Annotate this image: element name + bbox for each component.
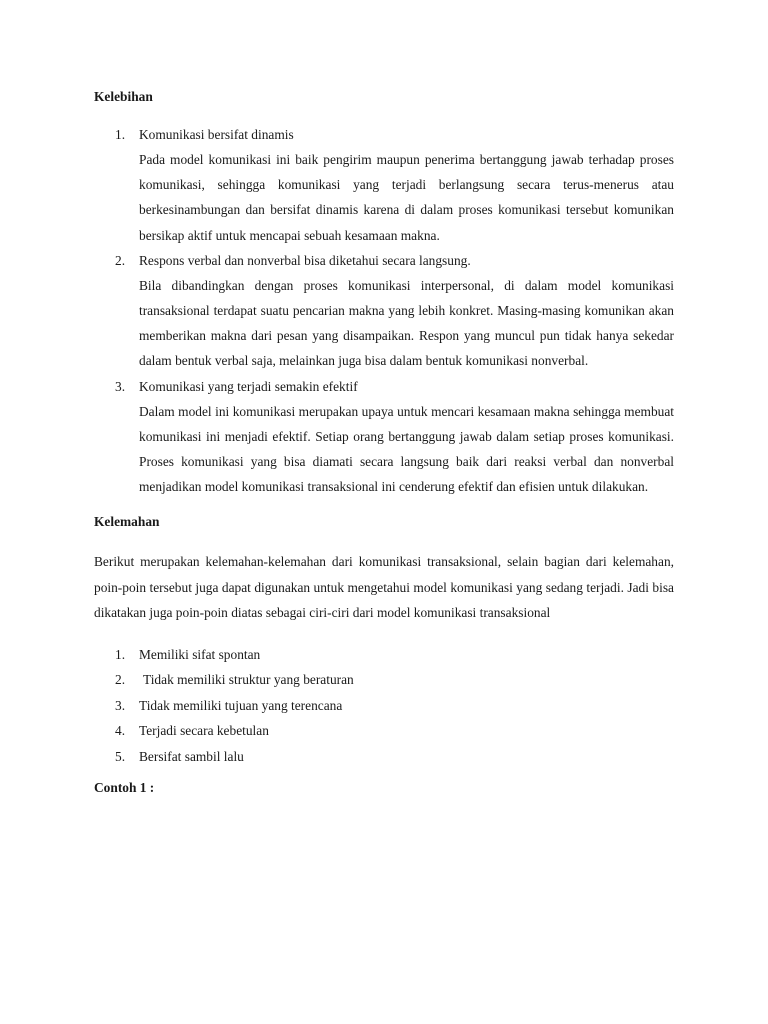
list-item xyxy=(94,667,674,692)
list-item xyxy=(94,248,674,374)
list-item xyxy=(94,122,674,248)
list-number: 1. xyxy=(115,647,126,663)
list-item xyxy=(94,718,674,743)
list-text: Tidak memiliki tujuan yang terencana xyxy=(139,697,343,713)
item-body: Dalam model ini komunikasi merupakan upaya untuk mencari kesamaan makna sehingga membuat komunikasi ini menjadi efektif. Setiap orang bertanggung jawab dalam setiap proses komunikasi. Proses komunikasi yang bisa diamati secara langsung baik dari reaksi verbal dan nonverbal menjadikan model komunikasi transaksional ini cenderung efektif dan efisien untuk dilakukan. xyxy=(139,403,674,495)
heading-kelemahan: Kelemahan xyxy=(94,514,160,530)
heading-kelebihan: Kelebihan xyxy=(94,89,153,104)
item-body: Bila dibandingkan dengan proses komunikasi interpersonal, di dalam model komunikasi transaksional terdapat suatu pencarian makna yang lebih konkret. Masing-masing komunikan akan memberikan makna dari pesan yang disampaikan. Respon yang muncul pun tidak hanya sekedar dalam bentuk verbal saja, melainkan juga bisa dalam bentuk komunikasi nonverbal. xyxy=(139,277,674,369)
list-number: 4. xyxy=(115,723,126,739)
item-title: Respons verbal dan nonverbal bisa diketahui secara langsung. xyxy=(139,252,471,268)
list-text: Terjadi secara kebetulan xyxy=(139,723,269,739)
list-item xyxy=(94,744,674,769)
item-title: Komunikasi bersifat dinamis xyxy=(139,127,294,142)
item-title: Komunikasi yang terjadi semakin efektif xyxy=(139,378,358,394)
document-page xyxy=(94,88,674,797)
list-text: Memiliki sifat spontan xyxy=(139,647,261,663)
list-number: 2. xyxy=(115,252,126,268)
kelemahan-intro: Berikut merupakan kelemahan-kelemahan dari komunikasi transaksional, selain bagian dari kelemahan, poin-poin tersebut juga dapat digunakan untuk mengetahui model komunikasi yang sedang terjadi. Jadi bisa dikatakan juga poin-poin diatas sebagai ciri-ciri dari model komunikasi transaksional xyxy=(94,554,674,620)
list-number: 3. xyxy=(115,378,126,394)
list-text: Bersifat sambil lalu xyxy=(139,748,244,764)
item-body: Pada model komunikasi ini baik pengirim maupun penerima bertanggung jawab terhadap proses komunikasi, sehingga komunikasi yang terjadi berlangsung secara terus-menerus atau berkesinambungan dan bersifat dinamis karena di dalam proses komunikasi tersebut komunikan bersikap aktif untuk mencapai sebuah kesamaan makna. xyxy=(139,152,674,243)
list-item xyxy=(94,642,674,667)
list-number: 2. xyxy=(115,672,126,688)
list-number: 3. xyxy=(115,697,126,713)
kelemahan-list xyxy=(94,642,674,769)
list-item xyxy=(94,693,674,718)
list-item xyxy=(94,374,674,500)
list-text: Tidak memiliki struktur yang beraturan xyxy=(143,672,354,688)
kelebihan-list xyxy=(94,122,674,499)
heading-contoh: Contoh 1 : xyxy=(94,780,155,796)
list-number: 5. xyxy=(115,748,126,764)
list-number: 1. xyxy=(115,127,126,142)
